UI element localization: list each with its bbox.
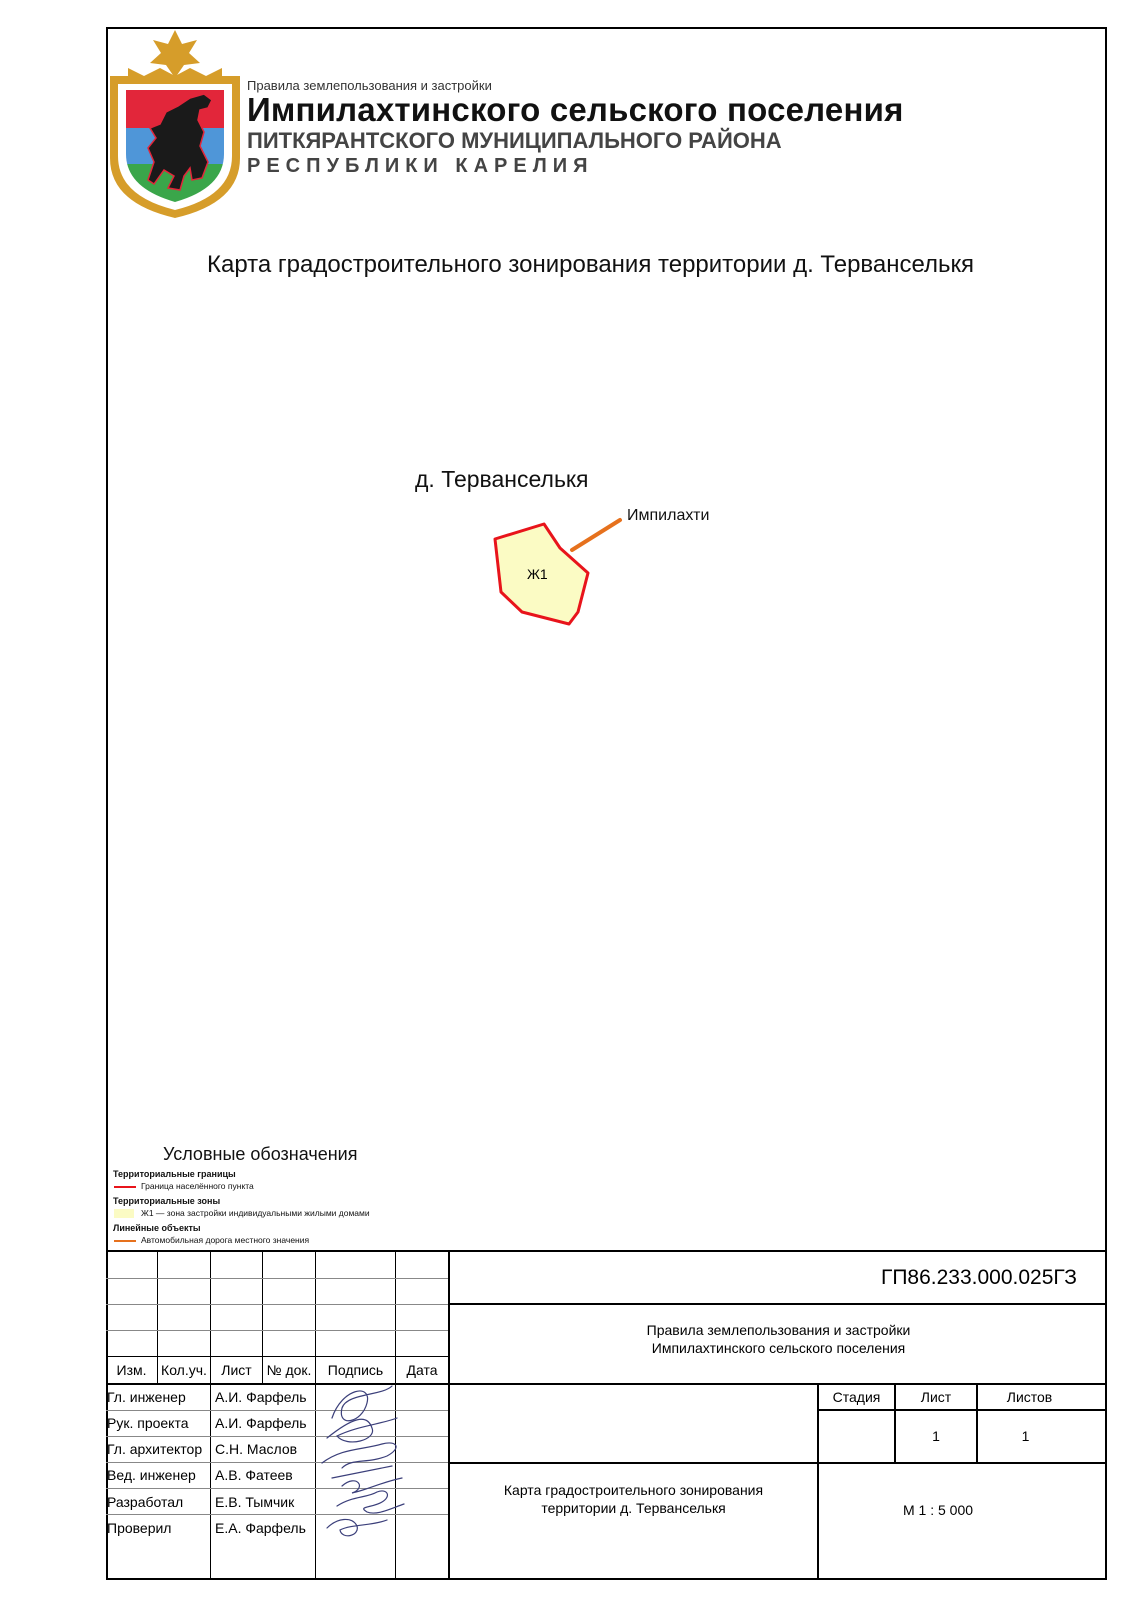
col-header-docnum: № док. bbox=[266, 1362, 312, 1378]
person-name: С.Н. Маслов bbox=[215, 1441, 298, 1457]
republic-name: РЕСПУБЛИКИ КАРЕЛИЯ bbox=[247, 155, 594, 177]
role-label: Проверил bbox=[107, 1520, 172, 1536]
road-label: Импилахти bbox=[627, 507, 710, 524]
col-header-sheet: Лист bbox=[221, 1362, 252, 1378]
sheet-title-line2: территории д. Терванселькя bbox=[541, 1500, 726, 1516]
role-label: Разработал bbox=[107, 1494, 184, 1510]
settlement-name: Импилахтинского сельского поселения bbox=[247, 91, 904, 128]
map-title: Карта градостроительного зонирования территории д. Терванселькя bbox=[207, 251, 975, 278]
village-label: д. Терванселькя bbox=[415, 466, 589, 492]
col-header-date: Дата bbox=[406, 1362, 438, 1378]
legend-heading-zones: Территориальные зоны bbox=[113, 1196, 221, 1206]
sheets-value: 1 bbox=[1021, 1428, 1030, 1444]
legend-heading-boundaries: Территориальные границы bbox=[113, 1169, 236, 1179]
col-header-count: Кол.уч. bbox=[161, 1362, 207, 1378]
handwritten-signatures bbox=[312, 1378, 412, 1546]
project-title-line2: Импилахтинского сельского поселения bbox=[651, 1340, 906, 1356]
person-name: Е.В. Тымчик bbox=[215, 1494, 295, 1510]
sheet-title-line1: Карта градостроительного зонирования bbox=[503, 1482, 764, 1498]
sheets-label: Листов bbox=[1006, 1389, 1053, 1405]
header-subtitle: Правила землепользования и застройки bbox=[247, 78, 492, 93]
sheet-value: 1 bbox=[932, 1428, 940, 1444]
document-code: ГП86.233.000.025ГЗ bbox=[880, 1266, 1077, 1289]
role-label: Гл. инженер bbox=[107, 1389, 186, 1405]
zone-label: Ж1 bbox=[527, 566, 548, 582]
role-label: Вед. инженер bbox=[107, 1467, 196, 1483]
person-name: А.И. Фарфель bbox=[215, 1389, 307, 1405]
legend-boundary-line-icon bbox=[114, 1186, 136, 1188]
legend-road-line-icon bbox=[114, 1240, 136, 1242]
legend-item-boundary: Граница населённого пункта bbox=[141, 1181, 254, 1191]
role-label: Рук. проекта bbox=[107, 1415, 189, 1431]
person-name: А.В. Фатеев bbox=[215, 1467, 293, 1483]
sheet-label: Лист bbox=[920, 1389, 952, 1405]
person-name: А.И. Фарфель bbox=[215, 1415, 307, 1431]
local-road-line bbox=[572, 520, 620, 550]
legend-zone-swatch-icon bbox=[114, 1209, 134, 1218]
map-scale: М 1 : 5 000 bbox=[902, 1502, 974, 1518]
stage-label: Стадия bbox=[832, 1389, 881, 1405]
legend-item-zone: Ж1 — зона застройки индивидуальными жилыми домами bbox=[141, 1208, 370, 1218]
legend-title: Условные обозначения bbox=[163, 1144, 358, 1164]
legend-heading-linear: Линейные объекты bbox=[113, 1223, 201, 1233]
project-title-line1: Правила землепользования и застройки bbox=[646, 1322, 911, 1338]
coat-of-arms-emblem bbox=[104, 28, 246, 220]
legend-item-road: Автомобильная дорога местного значения bbox=[141, 1235, 310, 1245]
district-name: ПИТКЯРАНТСКОГО МУНИЦИПАЛЬНОГО РАЙОНА bbox=[247, 128, 782, 153]
role-label: Гл. архитектор bbox=[107, 1441, 203, 1457]
person-name: Е.А. Фарфель bbox=[215, 1520, 306, 1536]
col-header-change: Изм. bbox=[116, 1362, 147, 1378]
col-header-signature: Подпись bbox=[327, 1362, 384, 1378]
